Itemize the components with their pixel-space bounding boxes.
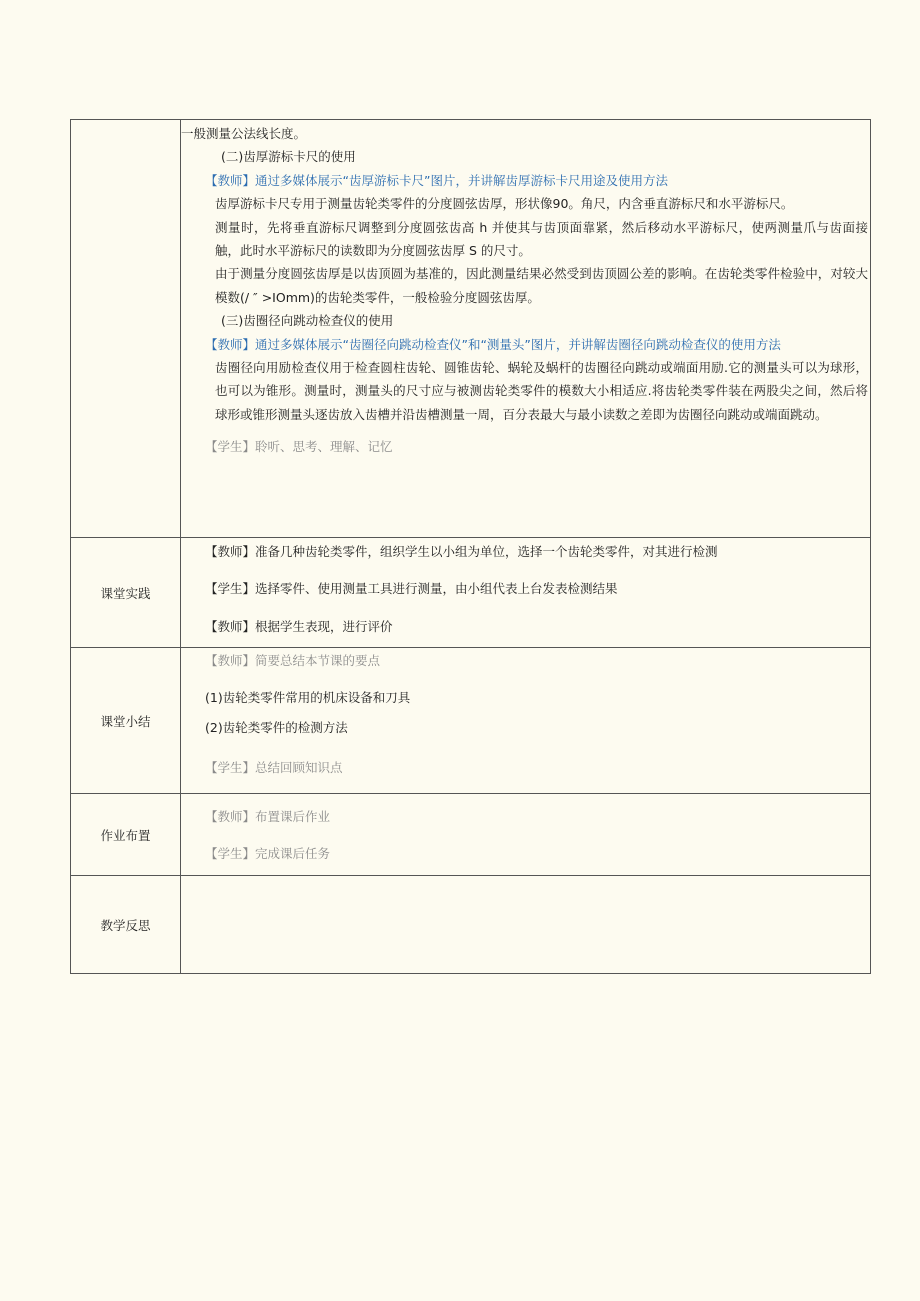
row-label: 作业布置 — [71, 794, 181, 876]
summary-point: (2)齿轮类零件的检测方法 — [205, 719, 348, 735]
row-label: 课堂小结 — [71, 648, 181, 794]
row-label: 课堂实践 — [71, 538, 181, 648]
row-label: 教学反思 — [71, 876, 181, 974]
content-paragraph: 由于测量分度圆弦齿厚是以齿顶圆为基准的，因此测量结果必然受到齿顶圆公差的影响。在齿轮类零件检验中，对较大模数(/ ″ >IOmm)的齿轮类零件，一般检验分度圆弦齿厚。 — [215, 266, 868, 305]
teacher-note: 【教师】简要总结本节课的要点 — [205, 653, 381, 668]
reflection-content-cell — [181, 876, 871, 974]
subheading-caliper: (二)齿厚游标卡尺的使用 — [221, 149, 356, 165]
row-homework — [71, 794, 871, 876]
content-line: 齿厚游标卡尺专用于测量齿轮类零件的分度圆弦齿厚，形状像90。角尺，内含垂直游标尺和水平游标尺。 — [215, 196, 794, 212]
summary-point: (1)齿轮类零件常用的机床设备和刀具 — [205, 690, 411, 706]
teacher-note: 【教师】布置课后作业 — [205, 809, 331, 824]
teaching-content-cell — [181, 120, 871, 538]
row-teaching-reflection — [71, 876, 871, 974]
teacher-note: 【教师】通过多媒体展示“齿厚游标卡尺”图片，并讲解齿厚游标卡尺用途及使用方法 — [205, 172, 668, 188]
teacher-note: 【教师】准备几种齿轮类零件，组织学生以小组为单位，选择一个齿轮类零件，对其进行检测 — [205, 544, 718, 559]
summary-content-cell — [181, 648, 871, 794]
content-line: 一般测量公法线长度。 — [181, 126, 307, 141]
homework-content-cell — [181, 794, 871, 876]
teacher-note: 【教师】通过多媒体展示“齿圈径向跳动检查仪”和“测量头”图片，并讲解齿圈径向跳动检查仪的使用方法 — [205, 336, 781, 352]
student-note: 【学生】聆听、思考、理解、记忆 — [205, 439, 393, 455]
subheading-runout-tester: (三)齿圈径向跳动检查仪的使用 — [221, 313, 394, 329]
row-label-empty — [71, 120, 181, 538]
lesson-plan-table — [70, 119, 871, 974]
content-paragraph: 齿圈径向用励检查仪用于检查圆柱齿轮、圆锥齿轮、蜗轮及蜗杆的齿圈径向跳动或端面用励.它的测量头可以为球形，也可以为锥形。测量时，测量头的尺寸应与被测齿轮类零件的模数大小相适应.将齿轮类零件装在两股尖之间，然后将球形或锥形测量头逐齿放入齿槽并沿齿槽测量一周，百分表最大与最小读数之差即为齿圈径向跳动或端面跳动。 — [215, 360, 868, 422]
teacher-note: 【教师】根据学生表现，进行评价 — [205, 618, 393, 634]
student-note: 【学生】总结回顾知识点 — [205, 760, 343, 776]
row-teaching-content — [71, 120, 871, 538]
row-classroom-practice — [71, 538, 871, 648]
content-paragraph: 测量时，先将垂直游标尺调整到分度圆弦齿高 h 并使其与齿顶面靠紧，然后移动水平游标尺，使两测量爪与齿面接触，此时水平游标尺的读数即为分度圆弦齿厚 S 的尺寸。 — [215, 219, 868, 259]
student-note: 【学生】选择零件、使用测量工具进行测量，由小组代表上台发表检测结果 — [205, 581, 618, 597]
student-note: 【学生】完成课后任务 — [205, 846, 331, 862]
practice-content-cell — [181, 538, 871, 648]
row-class-summary — [71, 648, 871, 794]
